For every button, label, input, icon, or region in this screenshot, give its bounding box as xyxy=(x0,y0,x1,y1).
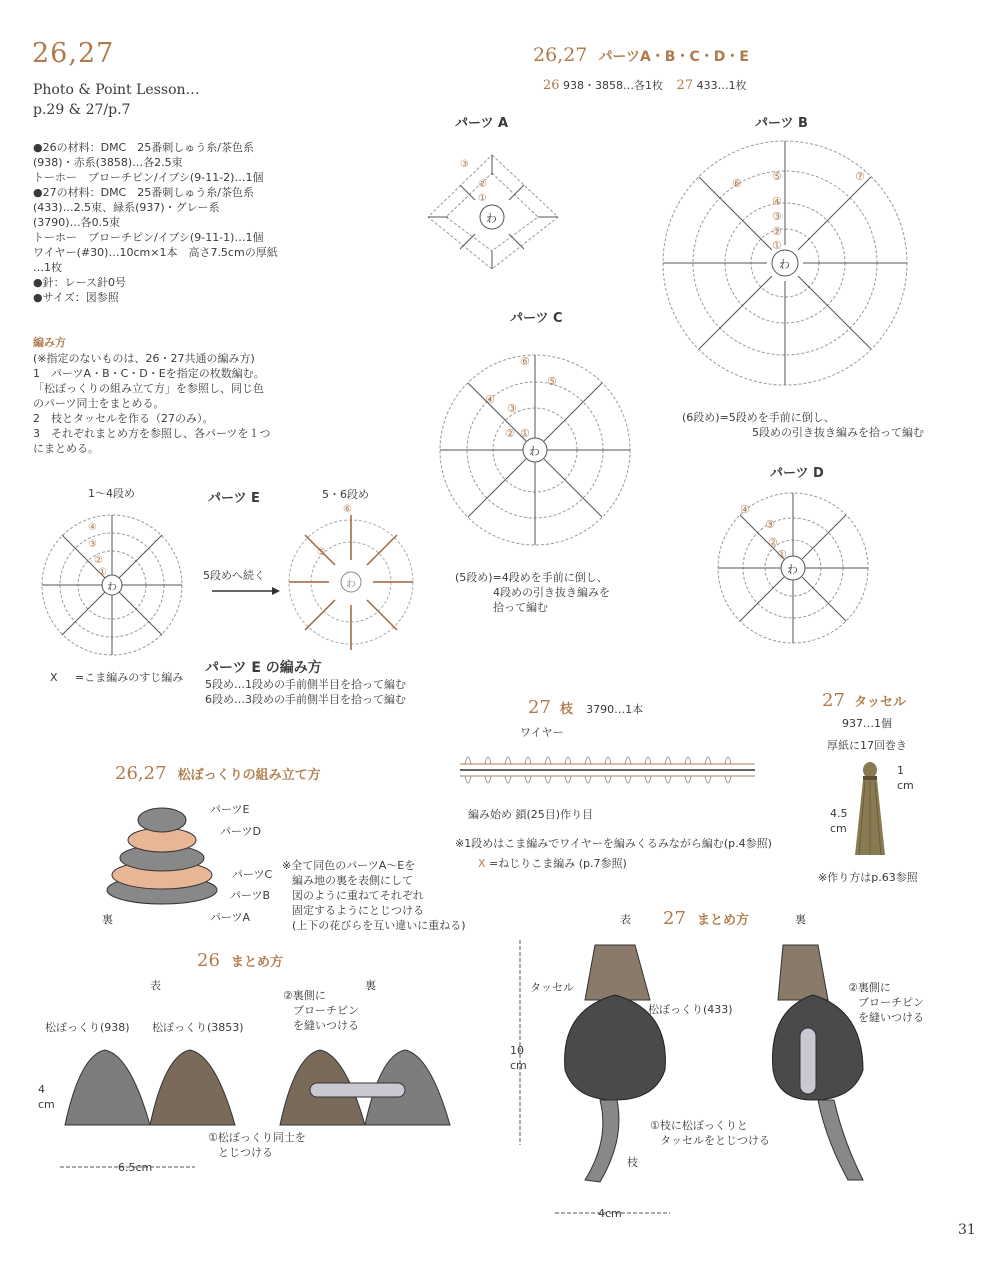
svg-text:①: ① xyxy=(520,427,530,440)
svg-text:②: ② xyxy=(478,179,487,190)
tassel-card: 厚紙に17回巻き xyxy=(827,739,907,752)
finish26-pin-note-line: を縫いつける xyxy=(293,1019,359,1032)
svg-text:③: ③ xyxy=(88,539,97,550)
page-title: 26,27 xyxy=(32,38,115,69)
method-line: 3 それぞれまとめ方を参照し、各パーツを１つ xyxy=(33,427,271,440)
finish26-front: 表 xyxy=(150,979,161,992)
method-line: 「松ぼっくりの組み立て方」を参照し、同じ色 xyxy=(33,382,264,395)
svg-text:わ: わ xyxy=(346,579,356,590)
finish26-title: まとめ方 xyxy=(231,955,284,970)
tassel-dim-1 xyxy=(897,763,914,793)
finish27-num: 27 xyxy=(663,908,686,929)
method-line: にまとめる。 xyxy=(33,442,99,455)
tassel-dim-1-unit: cm xyxy=(897,779,914,792)
svg-text:①: ① xyxy=(98,567,107,578)
assembly-note-line: (上下の花びらを互い違いに重ねる) xyxy=(292,919,466,932)
finish27-pin-note-line: を縫いつける xyxy=(858,1011,924,1024)
assembly-label-a: パーツA xyxy=(210,911,251,924)
finish27-pin-note-line: ブローチピン xyxy=(858,996,924,1009)
svg-text:⑥: ⑥ xyxy=(520,355,530,368)
svg-text:⑦: ⑦ xyxy=(855,170,865,183)
finish27-cone: 松ぼっくり(433) xyxy=(648,1003,733,1016)
parts-yarn-27: 433…1枚 xyxy=(696,79,747,92)
svg-text:②: ② xyxy=(94,555,103,566)
svg-text:②: ② xyxy=(505,427,515,440)
material-line: ●27の材料：DMC 25番刺しゅう糸/茶色系 xyxy=(33,186,254,199)
finish27-front-illustration xyxy=(555,940,705,1190)
finish26-width: 6.5cm xyxy=(118,1161,153,1174)
svg-text:①: ① xyxy=(772,239,782,252)
tassel-note: ※作り方はp.63参照 xyxy=(818,871,918,884)
part-e-method-line: 5段め…1段めの手前側半目を拾って編む xyxy=(205,678,406,691)
lesson-title: Photo & Point Lesson… xyxy=(33,82,200,98)
assembly-label-c: パーツC xyxy=(232,868,273,881)
svg-text:④: ④ xyxy=(740,503,750,516)
svg-text:②: ② xyxy=(768,536,778,549)
part-d-label: パーツ D xyxy=(770,466,824,481)
branch-title: 枝 xyxy=(560,702,574,717)
part-e-diagram-1 xyxy=(40,505,185,665)
part-e-diagram-2 xyxy=(285,500,420,665)
svg-text:④: ④ xyxy=(485,393,495,406)
branch-note-1: ※1段めはこま編みでワイヤーを編みくるみながら編む(p.4参照) xyxy=(455,837,772,850)
svg-text:④: ④ xyxy=(772,195,782,208)
parts-yarn-26-num: 26 xyxy=(543,78,560,93)
part-a-label: パーツ A xyxy=(455,116,509,131)
branch-diagram xyxy=(435,740,770,800)
part-b-note xyxy=(682,410,924,440)
part-c-note-line: 拾って編む xyxy=(493,601,548,614)
finish26-header xyxy=(197,950,283,971)
finish27-join-note xyxy=(650,1118,770,1148)
material-line: (938)・赤系(3858)…各2.5束 xyxy=(33,156,183,169)
finish27-join-note-line: タッセルをとじつける xyxy=(660,1134,770,1147)
svg-text:⑥: ⑥ xyxy=(343,504,352,515)
tassel-header xyxy=(822,690,906,711)
svg-text:⑤: ⑤ xyxy=(772,170,782,183)
assembly-note-line: 編み地の裏を表側にして xyxy=(292,874,413,887)
finish27-back-illustration xyxy=(768,940,888,1190)
branch-start: 編み始め 鎖(25目)作り目 xyxy=(468,808,594,821)
tassel-dim-2 xyxy=(830,806,848,836)
legend-text: =こま編みのすじ編み xyxy=(75,671,184,684)
assembly-label-e: パーツE xyxy=(210,803,250,816)
assembly-header xyxy=(115,763,321,784)
continue-arrow-icon xyxy=(212,585,282,597)
finish26-illustration xyxy=(60,1045,455,1140)
finish27-title: まとめ方 xyxy=(697,913,750,928)
tassel-dim-2-unit: cm xyxy=(830,822,847,835)
materials-list xyxy=(33,140,333,305)
assembly-note-line: 図のように重ねてそれぞれ xyxy=(292,889,424,902)
svg-text:③: ③ xyxy=(765,518,775,531)
finish27-back: 裏 xyxy=(795,913,806,926)
method-list xyxy=(33,351,333,456)
method-line: 1 パーツA・B・C・D・Eを指定の枚数編む。 xyxy=(33,367,265,380)
part-c-note xyxy=(455,570,610,615)
assembly-num: 26,27 xyxy=(115,763,167,784)
svg-text:③: ③ xyxy=(772,210,782,223)
svg-text:③: ③ xyxy=(507,402,517,415)
part-d-diagram xyxy=(705,488,885,648)
assembly-back: 裏 xyxy=(102,913,113,926)
part-b-label: パーツ B xyxy=(755,116,808,131)
finish26-pin-note-line: ②裏側に xyxy=(283,989,326,1002)
svg-text:わ: わ xyxy=(107,582,117,593)
material-line: (433)…2.5束、緑系(937)・グレー系 xyxy=(33,201,220,214)
tassel-dim-1-value: 1 xyxy=(897,764,904,777)
twist-stitch-icon: Ⅹ xyxy=(478,857,486,870)
tassel-illustration xyxy=(845,760,895,860)
finish26-num: 26 xyxy=(197,950,220,971)
part-e-arrow-label: 5段めへ続く xyxy=(203,569,265,582)
part-e-rows-label: 1〜4段め xyxy=(88,487,135,500)
parts-header-num: 26,27 xyxy=(533,44,588,66)
svg-text:①: ① xyxy=(777,548,787,561)
finish26-height-unit: cm xyxy=(38,1098,55,1111)
assembly-label-b: パーツB xyxy=(230,889,271,902)
parts-header xyxy=(533,44,749,66)
finish26-cone1: 松ぼっくり(938) xyxy=(45,1021,130,1034)
branch-note-2-text: =ねじりこま編み (p.7参照) xyxy=(489,857,627,870)
tassel-dim-2-value: 4.5 xyxy=(830,807,848,820)
svg-text:⑤: ⑤ xyxy=(547,375,557,388)
part-e-label: パーツ E xyxy=(208,491,260,506)
finish27-header xyxy=(663,908,749,929)
part-b-diagram xyxy=(650,135,920,400)
assembly-note-line: 固定するようにとじつける xyxy=(292,904,424,917)
material-line: トーホー ブローチピン/イブシ(9-11-1)…1個 xyxy=(33,231,264,244)
part-a-diagram xyxy=(420,145,565,275)
finish26-join-note-line: ①松ぼっくり同士を xyxy=(208,1131,306,1144)
tassel-title: タッセル xyxy=(854,695,907,710)
svg-text:①: ① xyxy=(478,193,487,204)
part-e-method-title: パーツ E の編み方 xyxy=(205,660,322,676)
material-line: (3790)…各0.5束 xyxy=(33,216,121,229)
assembly-label-d: パーツD xyxy=(220,825,262,838)
page-number: 31 xyxy=(958,1222,976,1238)
svg-text:②: ② xyxy=(772,225,782,238)
method-heading: 編み方 xyxy=(33,336,66,349)
part-e-method xyxy=(205,677,406,707)
parts-yarn-27-num: 27 xyxy=(676,78,694,93)
svg-text:③: ③ xyxy=(460,159,469,170)
branch-note-2 xyxy=(478,856,627,871)
part-e-rows56-label: 5・6段め xyxy=(322,488,369,501)
branch-header xyxy=(528,697,643,718)
part-e-method-line: 6段め…3段めの手前側半目を拾って編む xyxy=(205,693,406,706)
svg-text:わ: わ xyxy=(779,258,790,271)
material-line: トーホー ブローチピン/イブシ(9-11-2)…1個 xyxy=(33,171,264,184)
part-c-label: パーツ C xyxy=(510,311,563,326)
svg-text:わ: わ xyxy=(486,212,497,225)
material-line: ●針：レース針0号 xyxy=(33,276,127,289)
branch-yarn: 3790…1本 xyxy=(586,703,644,716)
finish27-branch: 枝 xyxy=(627,1156,638,1169)
parts-header-title: パーツA・B・C・D・E xyxy=(598,49,749,65)
material-line: ●26の材料：DMC 25番刺しゅう糸/茶色系 xyxy=(33,141,254,154)
finish26-pin-note xyxy=(283,988,359,1033)
material-line: ●サイズ：図参照 xyxy=(33,291,119,304)
finish27-join-note-line: ①枝に松ぼっくりと xyxy=(650,1119,748,1132)
part-b-note-line: (6段め)=5段めを手前に倒し、 xyxy=(682,411,835,424)
finish27-height xyxy=(510,1043,527,1073)
branch-num: 27 xyxy=(528,697,551,718)
finish26-height xyxy=(38,1082,55,1112)
svg-text:⑤: ⑤ xyxy=(317,547,326,558)
svg-text:わ: わ xyxy=(529,445,540,458)
finish26-pin-note-line: ブローチピン xyxy=(293,1004,359,1017)
finish27-height-value: 10 xyxy=(510,1044,524,1057)
part-b-note-line: 5段めの引き抜き編みを拾って編む xyxy=(752,426,924,439)
part-e-legend xyxy=(50,670,183,685)
material-line: ワイヤー(#30)…10cm×1本 高さ7.5cmの厚紙 xyxy=(33,246,278,259)
finish27-pin-note xyxy=(848,980,924,1025)
finish26-join-note xyxy=(208,1130,306,1160)
wire-label: ワイヤー xyxy=(520,726,564,739)
finish27-height-unit: cm xyxy=(510,1059,527,1072)
svg-text:⑥: ⑥ xyxy=(732,177,742,190)
lesson-pages: p.29 & 27/p.7 xyxy=(33,102,131,118)
method-line: のパーツ同士をまとめる。 xyxy=(33,397,165,410)
finish27-width: 4cm xyxy=(598,1207,622,1220)
tassel-yarn: 937…1個 xyxy=(842,717,892,730)
method-line: 2 枝とタッセルを作る（27のみ）。 xyxy=(33,412,214,425)
finish27-tassel: タッセル xyxy=(530,981,574,994)
part-c-note-line: (5段め)=4段めを手前に倒し、 xyxy=(455,571,608,584)
parts-yarn-26: 938・3858…各1枚 xyxy=(563,79,664,92)
assembly-note-line: ※全て同色のパーツA〜Eを xyxy=(282,859,416,872)
pinecone-assembly-illustration xyxy=(105,800,220,910)
finish26-cone2: 松ぼっくり(3853) xyxy=(152,1021,244,1034)
parts-yarn xyxy=(543,78,747,93)
material-line: …1枚 xyxy=(33,261,62,274)
method-line: (※指定のないものは、26・27共通の編み方) xyxy=(33,352,255,365)
legend-symbol-icon: Ⅹ xyxy=(50,671,58,684)
part-c-note-line: 4段めの引き抜き編みを xyxy=(493,586,610,599)
finish26-height-value: 4 xyxy=(38,1083,45,1096)
svg-text:④: ④ xyxy=(88,522,97,533)
finish27-front: 表 xyxy=(620,913,631,926)
svg-text:わ: わ xyxy=(787,563,798,576)
part-c-diagram xyxy=(435,340,635,560)
assembly-notes xyxy=(282,858,466,933)
finish26-back: 裏 xyxy=(365,979,376,992)
tassel-num: 27 xyxy=(822,690,845,711)
assembly-title: 松ぼっくりの組み立て方 xyxy=(177,768,321,783)
finish26-join-note-line: とじつける xyxy=(218,1146,273,1159)
finish27-pin-note-line: ②裏側に xyxy=(848,981,891,994)
